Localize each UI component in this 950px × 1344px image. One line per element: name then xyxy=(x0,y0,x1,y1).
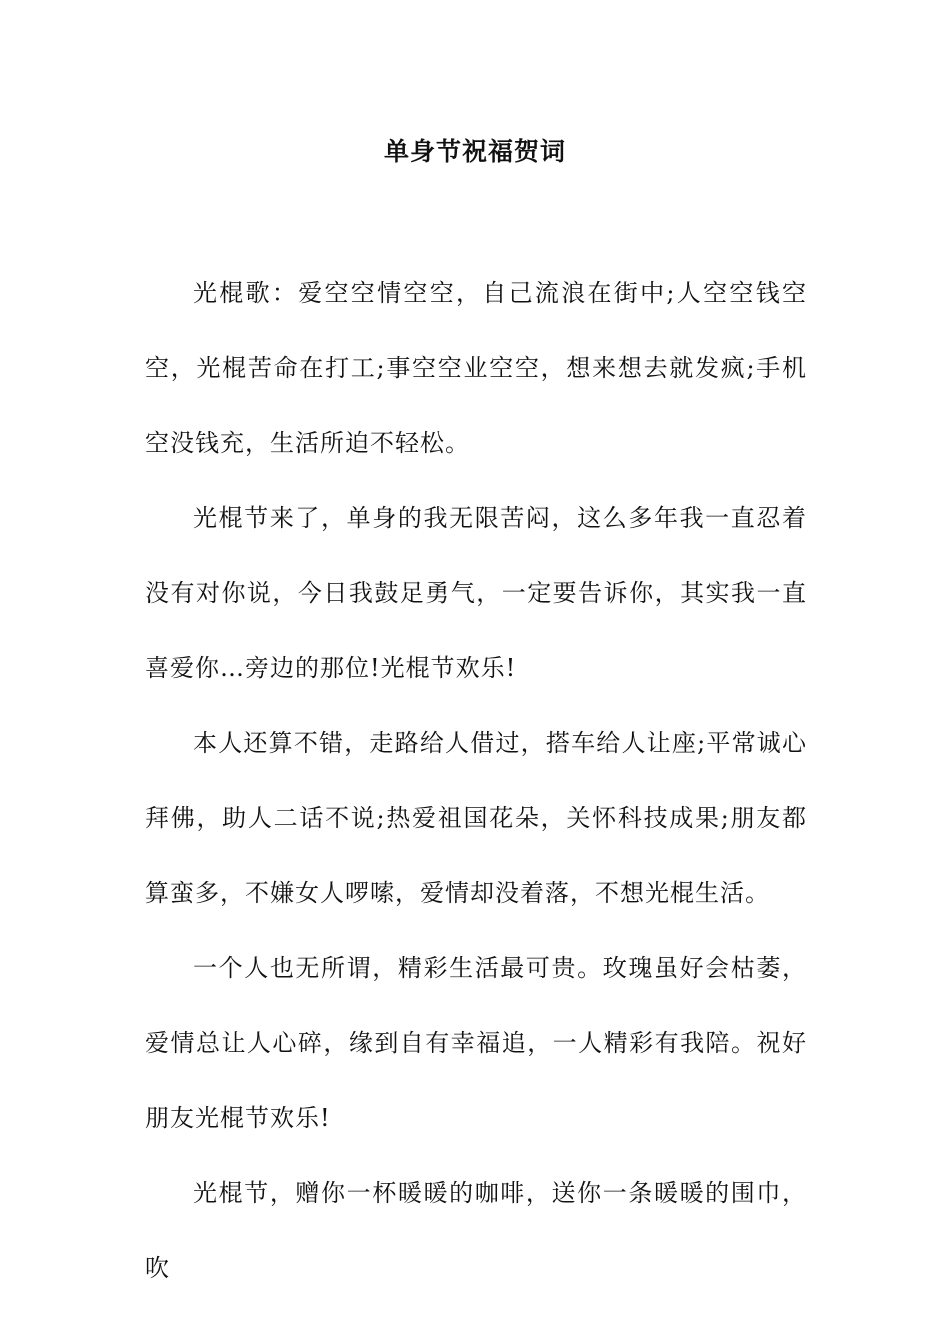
paragraph: 光棍歌：爱空空情空空，自己流浪在街中;人空空钱空空，光棍苦命在打工;事空空业空空，想来想去就发疯;手机空没钱充，生活所迫不轻松。 xyxy=(145,279,807,457)
paragraph: 本人还算不错，走路给人借过，搭车给人让座;平常诚心拜佛，助人二话不说;热爱祖国花朵，关怀科技成果;朋友都算蛮多，不嫌女人啰嗦，爱情却没着落，不想光棍生活。 xyxy=(145,729,807,907)
document-body xyxy=(145,256,807,1306)
paragraph: 光棍节，赠你一杯暖暖的咖啡，送你一条暖暖的围巾，吹 xyxy=(145,1179,807,1282)
paragraph: 一个人也无所谓，精彩生活最可贵。玫瑰虽好会枯萎，爱情总让人心碎，缘到自有幸福追，一人精彩有我陪。祝好朋友光棍节欢乐! xyxy=(145,954,807,1132)
paragraph: 光棍节来了，单身的我无限苦闷，这么多年我一直忍着没有对你说，今日我鼓足勇气，一定要告诉你，其实我一直喜爱你…旁边的那位!光棍节欢乐! xyxy=(145,504,807,682)
document-title: 单身节祝福贺词 xyxy=(383,137,566,166)
